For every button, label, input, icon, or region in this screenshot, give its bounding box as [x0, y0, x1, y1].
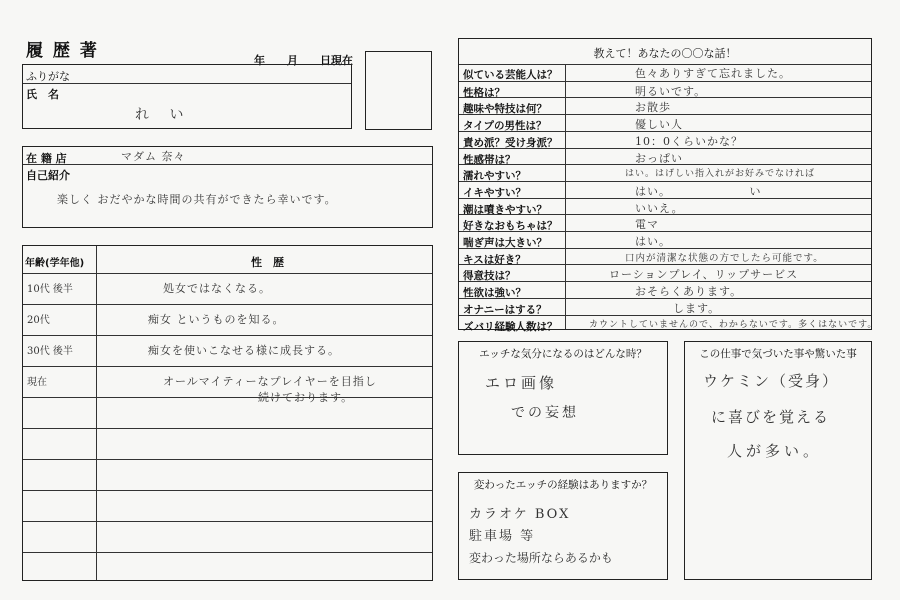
history-rows — [23, 273, 432, 580]
name-value: れ い — [135, 107, 192, 123]
qa-answer: します。 — [673, 301, 721, 315]
qa-answer: 優しい人 — [635, 118, 683, 132]
experience-line-1: カラオケ BOX — [469, 507, 571, 522]
history-age: 現在 — [27, 377, 47, 388]
qa-question: 喘ぎ声は大きい？ — [463, 237, 547, 249]
qa-answer: カウントしていませんので、わからないです。多くはないです。 — [589, 319, 878, 330]
surprise-line-3: 人が多い。 — [727, 442, 823, 460]
qa-question: 好きなおもちゃは？ — [463, 220, 558, 233]
qa-answer: 電マ — [635, 218, 659, 232]
qa-question: 性格は？ — [463, 86, 505, 99]
self-intro-value: 楽しく おだやかな時間の共有ができたら幸いです。 — [57, 193, 337, 206]
qa-question: 性欲は強い？ — [463, 287, 526, 300]
history-text-continued: 続けております。 — [258, 391, 354, 404]
experience-section — [458, 472, 668, 580]
name-section — [22, 64, 352, 129]
date-label: 年 月 日現在 — [254, 54, 353, 67]
history-row — [23, 335, 432, 366]
qa-question: キスは好き？ — [463, 253, 526, 266]
history-row — [23, 366, 432, 404]
history-section — [22, 245, 433, 581]
history-age: 10代 後半 — [27, 284, 73, 295]
store-section — [22, 146, 433, 228]
qa-section — [458, 38, 878, 333]
surprise-line-2: に喜びを覚える — [711, 408, 831, 426]
surprise-section — [684, 341, 872, 580]
history-row — [23, 521, 432, 552]
history-header: 性 歴 — [251, 256, 284, 269]
mood-line-1: エロ画像 — [485, 374, 558, 392]
qa-question: 責め派？受け身派？ — [463, 136, 558, 149]
experience-line-2: 駐車場 等 — [469, 529, 536, 544]
history-age: 30代 後半 — [27, 346, 73, 357]
qa-answer: はい。 い — [635, 184, 762, 198]
qa-answer: 明るいです。 — [635, 84, 707, 98]
history-row — [23, 273, 432, 304]
qa-question: 潮は噴きやすい？ — [463, 203, 547, 216]
qa-question: タイプの男性は？ — [463, 120, 547, 133]
mood-line-2: での妄想 — [511, 405, 579, 421]
mood-title: エッチな気分になるのはどんな時？ — [479, 348, 647, 360]
history-text: 痴女を使いこなせる様に成長する。 — [148, 344, 340, 357]
surprise-line-1: ウケミン（受身） — [703, 372, 840, 390]
qa-rows — [459, 64, 878, 333]
qa-answer: 10：0くらいかな？ — [635, 134, 743, 148]
qa-question: 趣味や特技は何？ — [463, 103, 547, 116]
experience-title: 変わったエッチの経験はありますか？ — [473, 479, 653, 491]
history-age: 20代 — [27, 315, 50, 326]
history-row — [23, 490, 432, 521]
history-row — [23, 397, 432, 428]
surprise-title: この仕事で気づいた事や驚いた事 — [699, 348, 857, 360]
experience-line-3: 変わった場所ならあるかも — [469, 551, 613, 565]
store-label: 在 籍 店 — [26, 152, 67, 165]
history-row — [23, 552, 432, 583]
mood-section — [458, 341, 668, 455]
name-label: 氏 名 — [26, 88, 59, 101]
qa-question: 濡れやすい？ — [463, 170, 526, 183]
history-row — [23, 459, 432, 490]
qa-answer: おっぱい — [635, 151, 683, 165]
qa-title: 教えて！あなたの〇〇な話！ — [593, 47, 737, 60]
qa-answer: ローションプレイ、リップサービス — [609, 268, 799, 282]
qa-question: オナニーはする？ — [463, 303, 547, 316]
qa-answer: 色々ありすぎて忘れました。 — [635, 67, 791, 80]
photo-box — [365, 51, 432, 130]
qa-question: 性感帯は？ — [463, 153, 516, 166]
history-row — [23, 304, 432, 335]
qa-question: 似ている芸能人は？ — [463, 69, 558, 81]
qa-answer: お散歩 — [635, 101, 671, 115]
history-row — [23, 428, 432, 459]
qa-question: イキやすい？ — [463, 186, 526, 199]
qa-answer: いいえ。 — [635, 201, 684, 215]
qa-answer: はい。 — [635, 235, 671, 248]
history-text: 処女ではなくなる。 — [163, 282, 271, 295]
qa-answer: おそらくあります。 — [635, 285, 743, 299]
qa-answer: はい。はげしい指入れがお好みでなければ — [625, 169, 816, 180]
furigana-label: ふりがな — [26, 70, 70, 83]
history-text: 痴女 というものを知る。 — [148, 313, 285, 326]
qa-row — [459, 315, 878, 336]
document-title: 履 歴 著 — [26, 41, 99, 61]
qa-answer: 口内が清潔な状態の方でしたら可能です。 — [625, 252, 824, 264]
qa-question: ズバリ経験人数は？ — [463, 320, 558, 333]
qa-question: 得意技は？ — [463, 270, 516, 283]
history-age-header: 年齢(学年他) — [25, 258, 85, 269]
history-text: オールマイティーなプレイヤーを目指し — [163, 375, 377, 388]
self-intro-label: 自己紹介 — [26, 169, 70, 182]
store-value: マダム 奈々 — [121, 150, 186, 163]
